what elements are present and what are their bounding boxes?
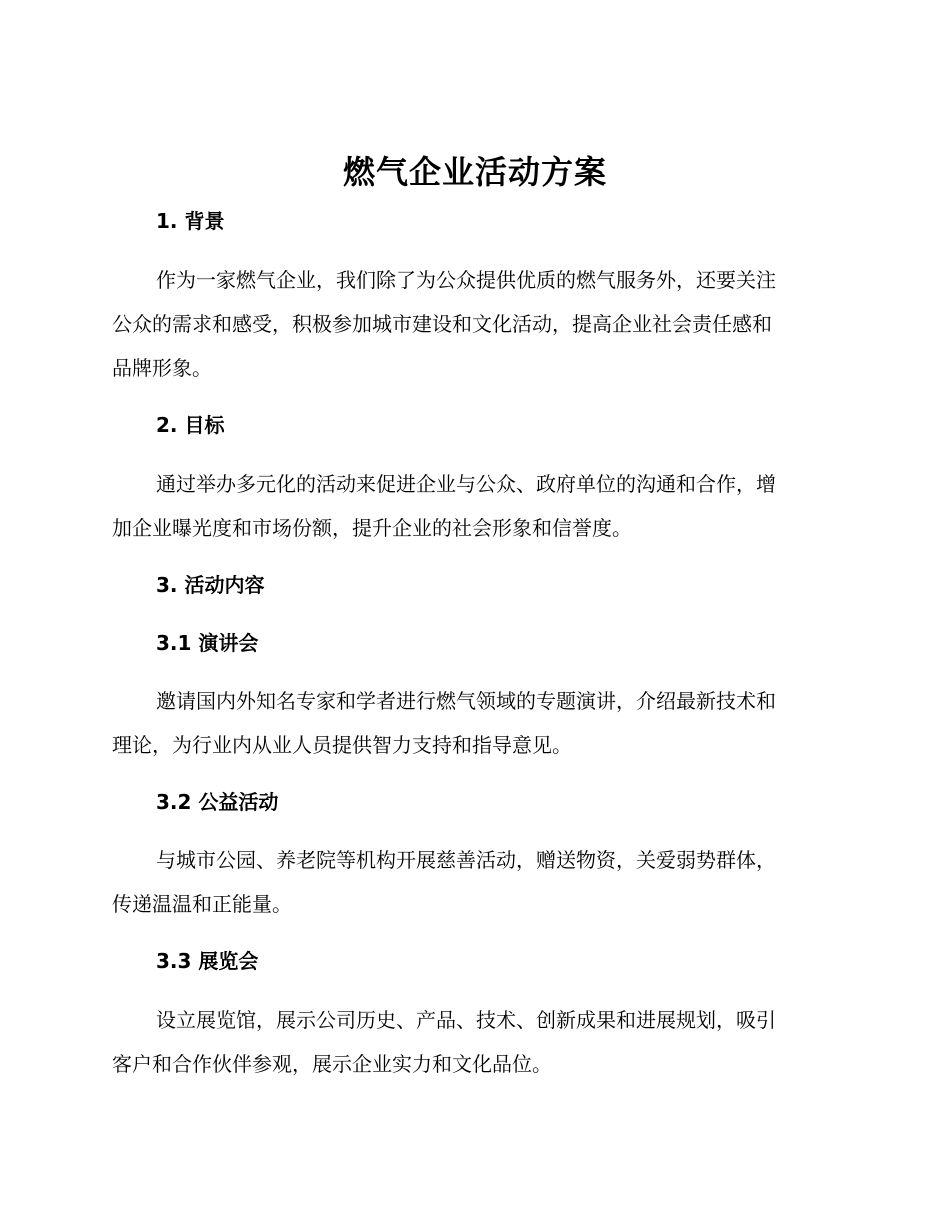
paragraph-line: 设立展览馆，展示公司历史、产品、技术、创新成果和进展规划，吸引: [156, 1008, 776, 1032]
paragraph-line: 客户和合作伙伴参观，展示企业实力和文化品位。: [112, 1052, 552, 1076]
document-title: 燃气企业活动方案: [342, 153, 607, 191]
section-heading-exhibition: 3.3 展览会: [156, 949, 259, 973]
paragraph-line: 作为一家燃气企业，我们除了为公众提供优质的燃气服务外，还要关注: [156, 268, 776, 292]
paragraph-line: 传递温温和正能量。: [112, 892, 292, 916]
section-heading-goal: 2. 目标: [156, 413, 225, 437]
paragraph-line: 邀请国内外知名专家和学者进行燃气领域的专题演讲，介绍最新技术和: [156, 689, 776, 713]
section-heading-lecture: 3.1 演讲会: [156, 631, 259, 655]
paragraph-line: 理论，为行业内从业人员提供智力支持和指导意见。: [112, 733, 572, 757]
section-heading-charity: 3.2 公益活动: [156, 790, 279, 814]
paragraph-line: 与城市公园、养老院等机构开展慈善活动，赠送物资，关爱弱势群体，: [156, 848, 776, 872]
section-heading-activities: 3. 活动内容: [156, 573, 265, 597]
paragraph-exhibition: [112, 998, 840, 1086]
paragraph-lecture: [112, 679, 840, 767]
paragraph-goal: [112, 462, 840, 550]
paragraph-line: 品牌形象。: [112, 356, 212, 380]
paragraph-line: 公众的需求和感受，积极参加城市建设和文化活动，提高企业社会责任感和: [112, 312, 772, 336]
paragraph-charity: [112, 838, 840, 926]
section-heading-background: 1. 背景: [156, 209, 225, 233]
paragraph-line: 通过举办多元化的活动来促进企业与公众、政府单位的沟通和合作，增: [156, 472, 776, 496]
paragraph-background: [112, 258, 840, 390]
paragraph-line: 加企业曝光度和市场份额，提升企业的社会形象和信誉度。: [112, 516, 632, 540]
